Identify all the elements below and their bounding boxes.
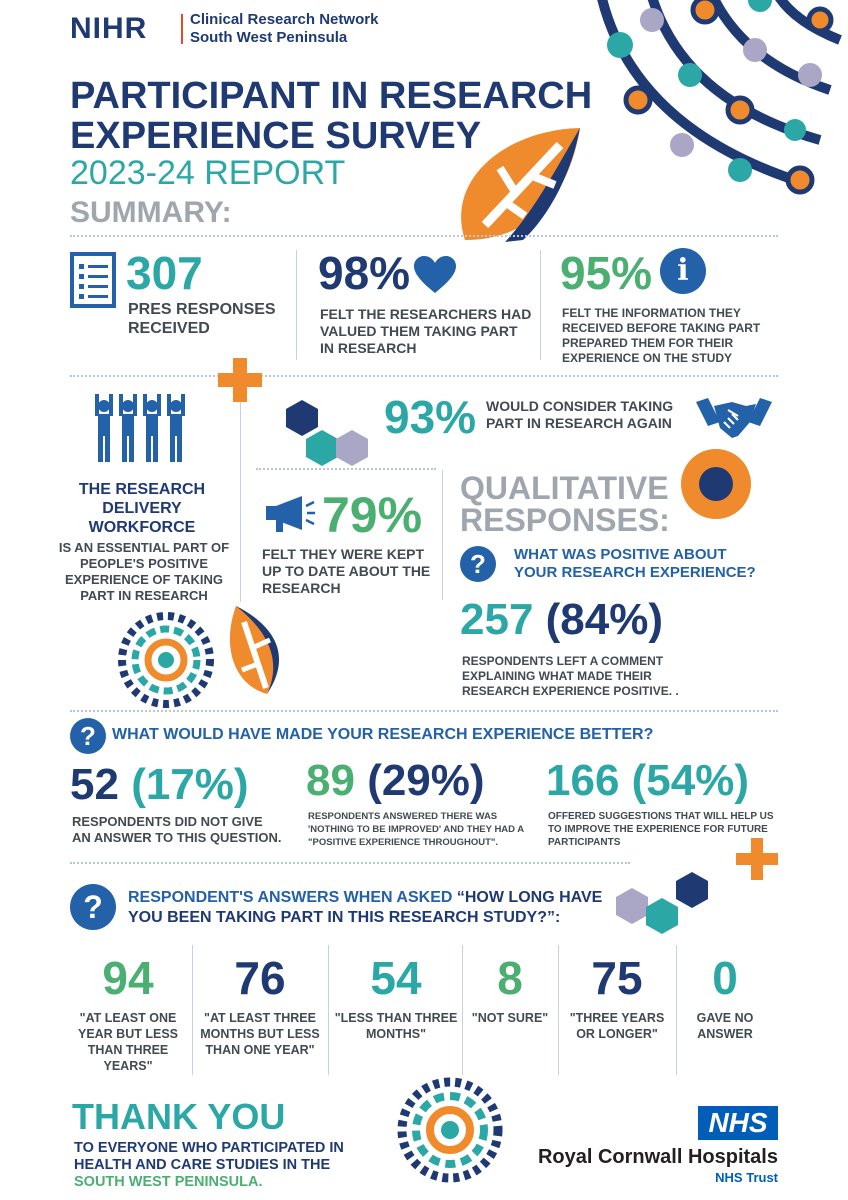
duration-item [680, 952, 770, 1042]
duration-value: 75 [591, 952, 643, 1004]
target-graphic [680, 448, 752, 520]
leaf-icon [445, 120, 585, 250]
duration-label: GAVE NO ANSWER [696, 1011, 754, 1041]
duration-value: 76 [234, 952, 286, 1004]
better-pct-3: (54%) [631, 756, 750, 805]
duration-value: 94 [102, 952, 154, 1004]
duration-item [334, 952, 458, 1042]
divider-line [70, 710, 778, 712]
heart-icon [412, 255, 458, 295]
better-stat-3 [546, 756, 749, 806]
question-icon: ? [70, 718, 106, 754]
divider-vertical [676, 945, 677, 1075]
duration-item [562, 952, 672, 1042]
better-text-2: RESPONDENTS ANSWERED THERE WAS 'NOTHING TO BE IMPROVED' AND THEY HAD A "POSITIVE EXPERIENCE THROUGHOUT". [308, 811, 524, 848]
nhs-logo: NHS [698, 1106, 778, 1140]
divider-line [70, 235, 778, 237]
better-text-1: RESPONDENTS DID NOT GIVE AN ANSWER TO THIS QUESTION. [72, 814, 282, 845]
thank-you-line2: HEALTH AND CARE STUDIES IN THE [74, 1157, 331, 1173]
question-icon-large: ? [70, 884, 116, 930]
divider-vertical [240, 402, 241, 602]
network-line1: Clinical Research Network [190, 11, 379, 28]
qualitative-heading [460, 472, 670, 536]
thank-you-heading: THANK YOU [72, 1096, 286, 1137]
duration-question [128, 888, 608, 928]
trust-name: Royal Cornwall Hospitals [537, 1146, 778, 1168]
thank-you-line3: SOUTH WEST PENINSULA. [74, 1174, 263, 1190]
duration-item [198, 952, 322, 1058]
better-count-1: 52 [70, 760, 119, 809]
better-text-3: OFFERED SUGGESTIONS THAT WILL HELP US TO IMPROVE THE EXPERIENCE FOR FUTURE PARTICIPANTS [548, 811, 774, 848]
thank-you-line1: TO EVERYONE WHO PARTICIPATED IN [74, 1140, 344, 1156]
divider-line [256, 468, 436, 470]
leaf-icon-small [222, 604, 292, 696]
better-stat-1 [70, 760, 249, 810]
informed-value: 95% [560, 247, 653, 299]
updated-value: 79% [322, 487, 423, 543]
positive-pct: (84%) [545, 595, 664, 644]
megaphone-icon [262, 492, 316, 534]
divider-line [70, 375, 778, 377]
duration-value: 54 [370, 952, 422, 1004]
title-line2: EXPERIENCE SURVEY [70, 115, 482, 157]
better-question: WHAT WOULD HAVE MADE YOUR RESEARCH EXPERIENCE BETTER? [112, 726, 654, 743]
hexagon-cluster-graphic [282, 400, 374, 470]
network-line2: South West Peninsula [190, 29, 348, 46]
divider-vertical [192, 945, 193, 1075]
hexagon-cluster-graphic [612, 866, 712, 936]
divider-vertical [462, 945, 463, 1075]
duration-value: 0 [712, 952, 738, 1004]
nihr-logo: NIHR [70, 12, 148, 45]
summary-label: SUMMARY: [70, 196, 232, 229]
again-label: WOULD CONSIDER TAKING PART IN RESEARCH AGAIN [486, 398, 674, 431]
responses-label: PRES RESPONSES RECEIVED [128, 301, 276, 337]
trust-suffix: NHS Trust [715, 1170, 778, 1185]
divider-line [70, 862, 630, 864]
divider-vertical [540, 250, 541, 360]
duration-label: "THREE YEARS OR LONGER" [569, 1011, 665, 1041]
better-stat-2 [306, 756, 485, 806]
checklist-icon [70, 252, 116, 308]
better-pct-1: (17%) [131, 760, 249, 809]
divider-vertical [296, 250, 297, 360]
thank-you-text [74, 1140, 344, 1191]
duration-label: "LESS THAN THREE MONTHS" [334, 1011, 458, 1041]
report-subtitle: 2023-24 REPORT [70, 154, 346, 192]
positive-question: WHAT WAS POSITIVE ABOUT YOUR RESEARCH EXPERIENCE? [514, 546, 756, 581]
better-count-2: 89 [306, 756, 355, 805]
informed-label: FELT THE INFORMATION THEY RECEIVED BEFORE TAKING PART PREPARED THEM FOR THEIR EXPERIENCE ON THE STUDY [562, 306, 761, 365]
workforce-text: IS AN ESSENTIAL PART OF PEOPLE'S POSITIVE EXPERIENCE OF TAKING PART IN RESEARCH [58, 540, 230, 603]
valued-value: 98% [318, 247, 411, 299]
duration-label: "AT LEAST ONE YEAR BUT LESS THAN THREE YEARS" [77, 1011, 178, 1073]
question-icon: ? [460, 546, 496, 582]
qualitative-line2: RESPONSES: [460, 502, 670, 538]
logo-divider [181, 14, 183, 44]
better-count-3: 166 [546, 756, 620, 805]
network-name [190, 11, 378, 47]
updated-label: FELT THEY WERE KEPT UP TO DATE ABOUT THE RESEARCH [262, 546, 431, 596]
divider-vertical [442, 470, 443, 600]
positive-stat [460, 596, 663, 644]
better-pct-2: (29%) [367, 756, 485, 805]
divider-vertical [558, 945, 559, 1075]
people-icon [92, 392, 188, 464]
decorative-arcs-graphic [590, 0, 848, 200]
duration-question-quote: “HOW LONG HAVE YOU BEEN TAKING PART IN THIS RESEARCH STUDY?”: [128, 889, 603, 926]
again-value: 93% [384, 391, 477, 443]
positive-text: RESPONDENTS LEFT A COMMENT EXPLAINING WHAT MADE THEIR RESEARCH EXPERIENCE POSITIVE. . [462, 654, 679, 698]
divider-vertical [328, 945, 329, 1075]
duration-item [70, 952, 186, 1074]
qualitative-line1: QUALITATIVE [460, 470, 669, 506]
positive-count: 257 [460, 595, 534, 644]
title-line1: PARTICIPANT IN RESEARCH [70, 75, 593, 117]
plus-decoration [218, 358, 262, 402]
sunburst-graphic [116, 610, 216, 710]
duration-label: "NOT SURE" [471, 1011, 549, 1025]
responses-value: 307 [126, 247, 203, 299]
handshake-icon [694, 392, 774, 442]
duration-value: 8 [497, 952, 523, 1004]
valued-label: FELT THE RESEARCHERS HAD VALUED THEM TAKING PART IN RESEARCH [320, 306, 532, 356]
plus-decoration [736, 838, 778, 880]
duration-question-prefix: RESPONDENT'S ANSWERS WHEN ASKED [128, 889, 457, 906]
workforce-title: THE RESEARCH DELIVERY WORKFORCE [78, 481, 206, 536]
duration-label: "AT LEAST THREE MONTHS BUT LESS THAN ONE YEAR" [200, 1011, 320, 1057]
sunburst-graphic [396, 1076, 504, 1184]
duration-item [466, 952, 554, 1026]
info-icon: i [660, 248, 706, 294]
